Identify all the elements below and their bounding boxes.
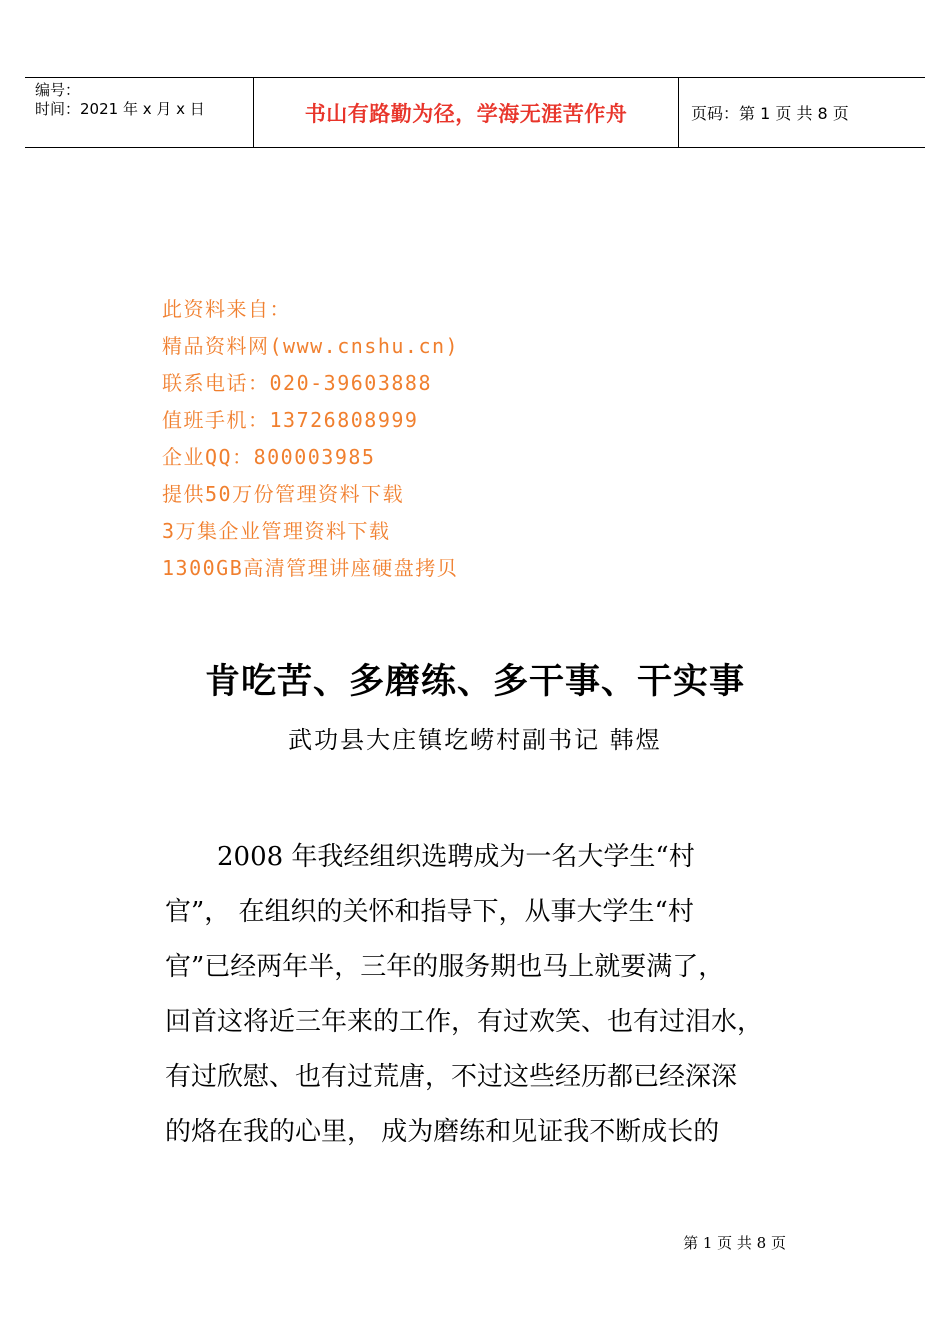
header-page-info: 页码：第 1 页 共 8 页: [691, 104, 849, 123]
document-header: [25, 77, 925, 148]
page-footer: 第 1 页 共 8 页: [683, 1234, 786, 1252]
body-line: 有过欣慰、也有过荒唐，不过这些经历都已经深深: [165, 1062, 738, 1092]
body-line: 官”， 在组织的关怀和指导下，从事大学生“村: [165, 897, 694, 927]
article-body: [165, 830, 805, 1160]
body-line: 回首这将近三年来的工作，有过欢笑、也有过泪水，: [165, 1007, 764, 1037]
body-line: 2008 年我经组织选聘成为一名大学生“村: [217, 842, 695, 872]
promo-line: 联系电话：020-39603888: [162, 371, 432, 395]
promo-line: 企业QQ：800003985: [162, 445, 376, 469]
promo-line: 3万集企业管理资料下载: [162, 519, 391, 543]
article-author: 武功县大庄镇圪崂村副书记 韩煜: [288, 726, 662, 754]
promo-block: [162, 291, 459, 587]
body-line: 的烙在我的心里， 成为磨练和见证我不断成长的: [165, 1117, 720, 1147]
promo-line: 精品资料网(www.cnshu.cn): [162, 334, 460, 358]
body-line: 官”已经两年半，三年的服务期也马上就要满了，: [165, 952, 725, 982]
promo-line: 1300GB高清管理讲座硬盘拷贝: [162, 556, 459, 580]
time-label: 时间：2021 年 x 月 x 日: [35, 100, 205, 118]
promo-line: 此资料来自：: [162, 297, 291, 321]
article-title: 肯吃苦、多磨练、多干事、干实事: [204, 662, 745, 702]
header-meta: [25, 78, 254, 147]
promo-line: 值班手机：13726808999: [162, 408, 419, 432]
promo-line: 提供50万份管理资料下载: [162, 482, 405, 506]
number-label: 编号：: [35, 81, 81, 99]
header-motto: 书山有路勤为径，学海无涯苦作舟: [254, 78, 679, 147]
